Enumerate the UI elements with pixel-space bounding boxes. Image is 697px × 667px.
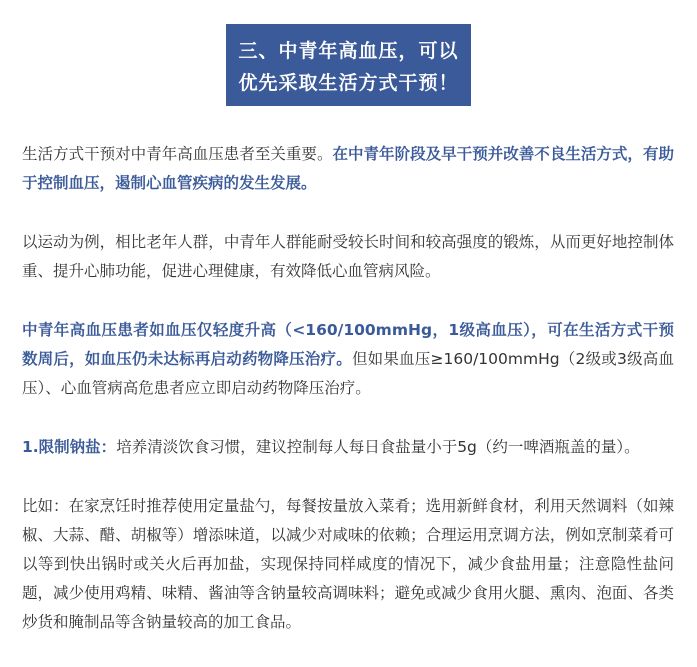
section-title-box (226, 24, 471, 106)
paragraph-exercise-text: 以运动为例，相比老年人群，中青年人群能耐受较长时间和较高强度的锻炼，从而更好地控制体重、提升心肺功能，促进心理健康，有效降低心血管病风险。 (22, 233, 674, 280)
paragraph-intro-text: 生活方式干预对中青年高血压患者至关重要。 (22, 145, 333, 163)
paragraph-treatment (22, 316, 674, 403)
paragraph-exercise (22, 228, 674, 286)
paragraph-treatment-text: 但如果血压≥160/100mmHg（2级或3级高血压）、心血管病高危患者应立即启动药物降压治疗。 (22, 350, 674, 397)
paragraph-treatment-highlight: 中青年高血压患者如血压仅轻度升高（<160/100mmHg，1级高血压），可在生活方式干预数周后，如血压仍未达标再启动药物降压治疗。 (22, 321, 674, 368)
paragraph-salt-limit (22, 433, 674, 462)
paragraph-salt-examples-text: 比如：在家烹饪时推荐使用定量盐勺，每餐按量放入菜肴；选用新鲜食材，利用天然调料（如辣椒、大蒜、醋、胡椒等）增添味道，以减少对咸味的依赖；合理运用烹调方法，例如烹制菜肴可以等到快出锅时或关火后再加盐，实现保持同样咸度的情况下，减少食盐用量；注意隐性盐问题，减少使用鸡精、味精、酱油等含钠量较高调味料；避免或减少食用火腿、熏肉、泡面、各类炒货和腌制品等含钠量较高的加工食品。 (22, 497, 674, 631)
section-title-line-2: 优先采取生活方式干预！ (238, 72, 459, 94)
section-title-line-1: 三、中青年高血压，可以 (238, 40, 459, 62)
paragraph-salt-limit-text: 培养清淡饮食习惯，建议控制每人每日食盐量小于5g（约一啤酒瓶盖的量）。 (116, 438, 640, 456)
paragraph-intro-highlight: 在中青年阶段及早干预并改善不良生活方式，有助于控制血压，遏制心血管疾病的发生发展。 (22, 145, 674, 192)
article-body (22, 140, 674, 667)
paragraph-salt-limit-heading: 1.限制钠盐： (22, 438, 117, 456)
section-title-container (0, 24, 697, 106)
paragraph-intro (22, 140, 674, 198)
paragraph-salt-examples (22, 492, 674, 637)
